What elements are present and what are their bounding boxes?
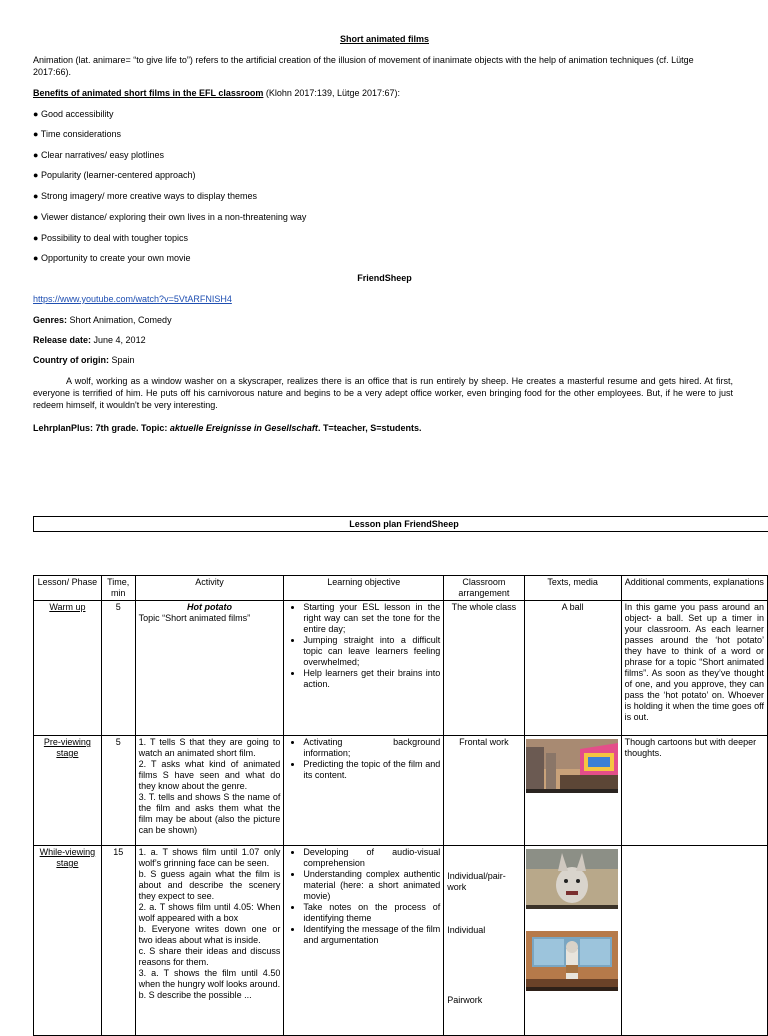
phase-cell: Warm up <box>34 601 102 736</box>
objective-cell <box>284 846 444 1036</box>
animation-definition: Animation (lat. animare= “to give life to”) refers to the artificial creation of the illusion of movement of inanimate objects with the help of animation techniques (cf. Lütge 2017:66). <box>33 55 694 77</box>
objective-item: • Predicting the topic of the film and its content. <box>303 759 440 781</box>
benefits-heading-line <box>33 87 733 99</box>
activity-cell: 1. a. T shows film until 1.07 only wolf’s grinning face can be seen. b. S guess again what the film is about and describe the scenery they expect to see. 2. a. T shows film until 4.05: When wolf appeared with a box b. Everyone writes down one or two ideas about what is inside. c. S share their ideas and discuss reasons for them. 3. a. T shows the film until 4.50 when the hungry wolf looks around. b. S describe the possible ... <box>135 846 284 1036</box>
benefit-item: ● Good accessibility <box>33 109 114 119</box>
benefit-item: ● Time considerations <box>33 129 121 139</box>
table-row <box>34 601 768 736</box>
media-cell <box>524 846 621 1036</box>
objective-item: • Starting your ESL lesson in the right way can set the tone for the entire day; <box>303 602 440 635</box>
document-page <box>33 0 768 1024</box>
objective-cell <box>284 736 444 846</box>
table-row <box>34 736 768 846</box>
table-row <box>34 846 768 1036</box>
lesson-plan-title: Lesson plan FriendSheep <box>33 516 768 532</box>
arrangement-item: Individual/pair-work <box>447 871 506 892</box>
benefit-item: ● Viewer distance/ exploring their own lives in a non-threatening way <box>33 212 307 222</box>
benefits-source: (Klohn 2017:139, Lütge 2017:67): <box>263 88 400 98</box>
synopsis: A wolf, working as a window washer on a skyscraper, realizes there is an office that is run entirely by sheep. He creates a masterful resume and gets hired. At first, everyone is terrified of him. He puts off his carnivorous nature and begins to be a very adept office worker, even bringing food for the other employees. But, if he were to just redeem himself, it wouldn't be very interesting. <box>33 376 733 410</box>
phase-cell: While-viewing stage <box>34 846 102 1036</box>
lesson-plan-table <box>33 575 768 1036</box>
column-header: Lesson/ Phase <box>34 576 102 601</box>
genres-line: Genres: Short Animation, Comedy <box>33 315 172 325</box>
activity-title: Hot potato <box>186 602 232 612</box>
media-cell: A ball <box>524 601 621 736</box>
activity-text: Topic “Short animated films” <box>138 613 251 623</box>
release-date-line: Release date: June 4, 2012 <box>33 335 146 345</box>
comments-cell <box>621 846 767 1036</box>
column-header: Classroom arrangement <box>444 576 524 601</box>
benefit-item: ● Possibility to deal with tougher topics <box>33 233 189 243</box>
comments-cell: Though cartoons but with deeper thoughts. <box>621 736 767 846</box>
film-still-wolf-face-image <box>526 849 618 909</box>
film-still-office-image <box>526 739 618 793</box>
objective-item: • Jumping straight into a difficult topic can leave learners feeling overwhelmed; <box>303 635 440 668</box>
benefit-item: ● Clear narratives/ easy plotlines <box>33 150 164 160</box>
activity-cell: 1. T tells S that they are going to watch an animated short film. 2. T asks what kind of animated films S have seen and what do they know about the genre. 3. T. tells and shows S the name of the film and asks them what the film may be about (also the picture can be shown) <box>135 736 284 846</box>
benefit-item: ● Opportunity to create your own movie <box>33 253 191 263</box>
objective-item: • Activating background information; <box>303 737 440 759</box>
column-header: Additional comments, explanations <box>621 576 767 601</box>
page-title: Short animated films <box>339 34 429 44</box>
objective-item: • Identifying the message of the film and argumentation <box>303 924 440 946</box>
column-header: Learning objective <box>284 576 444 601</box>
benefits-heading: Benefits of animated short films in the EFL classroom <box>33 88 264 98</box>
objective-item: • Take notes on the process of identifying theme <box>303 902 440 924</box>
objective-cell <box>284 601 444 736</box>
column-header: Activity <box>135 576 284 601</box>
time-cell: 15 <box>101 846 135 1036</box>
arrangement-cell: The whole class <box>444 601 524 736</box>
comments-cell: In this game you pass around an object- a ball. Set up a timer in your classroom. As each learner passes around the ‘hot potato’ they have to think of a word or phrase for a topic “Short animated films”. As soon as they’ve thought of one, and you approve, they can pass the ‘hot potato’ on. Whoever is holding it when the time goes off is out. <box>621 601 767 736</box>
arrangement-cell: Frontal work <box>444 736 524 846</box>
country-line: Country of origin: Spain <box>33 355 135 365</box>
arrangement-item: Individual <box>447 925 486 935</box>
time-cell: 5 <box>101 736 135 846</box>
column-header: Time, min <box>101 576 135 601</box>
benefit-item: ● Strong imagery/ more creative ways to display themes <box>33 191 258 201</box>
film-link-line <box>33 293 733 305</box>
phase-cell: Pre-viewing stage <box>34 736 102 846</box>
activity-cell <box>135 601 284 736</box>
objective-item: • Help learners get their brains into action. <box>303 668 440 690</box>
time-cell: 5 <box>101 601 135 736</box>
arrangement-cell <box>444 846 524 1036</box>
objective-item: • Understanding complex authentic material (here: a short animated movie) <box>303 869 440 902</box>
media-cell <box>524 736 621 846</box>
benefit-item: ● Popularity (learner-centered approach) <box>33 170 196 180</box>
film-title: FriendSheep <box>357 273 412 283</box>
arrangement-item: Pairwork <box>447 995 483 1005</box>
table-header-row <box>34 576 768 601</box>
lehrplan-line: LehrplanPlus: 7th grade. Topic: aktuelle Ereignisse in Gesellschaft. T=teacher, S=students. <box>33 423 422 433</box>
film-still-wolf-box-image <box>526 931 618 991</box>
objective-item: • Developing of audio-visual comprehension <box>303 847 440 869</box>
column-header: Texts, media <box>524 576 621 601</box>
film-link[interactable]: https://www.youtube.com/watch?v=5VtARFNISH4 <box>33 294 232 304</box>
